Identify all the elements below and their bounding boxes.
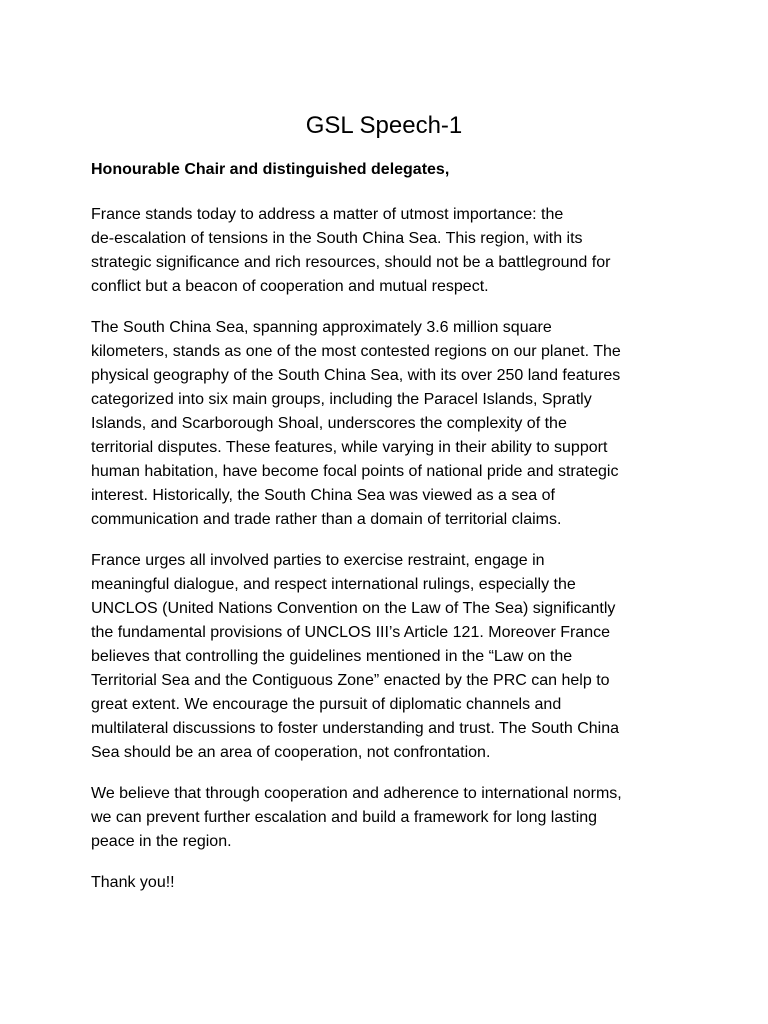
text-line: great extent. We encourage the pursuit of diplomatic channels and [91,696,562,713]
text-line: strategic significance and rich resources, should not be a battleground for [91,254,611,271]
text-line: multilateral discussions to foster understanding and trust. The South China [91,720,619,737]
text-line: Territorial Sea and the Contiguous Zone” enacted by the PRC can help to [91,672,610,689]
text-line: Islands, and Scarborough Shoal, underscores the complexity of the [91,415,567,432]
text-line: France urges all involved parties to exercise restraint, engage in [91,552,545,569]
text-line: The South China Sea, spanning approximately 3.6 million square [91,319,552,336]
text-line: categorized into six main groups, including the Paracel Islands, Spratly [91,391,592,408]
paragraph-closing [91,871,683,895]
paragraph-conclusion [91,782,683,854]
text-line: kilometers, stands as one of the most contested regions on our planet. The [91,343,621,360]
text-line: the fundamental provisions of UNCLOS III’s Article 121. Moreover France [91,624,611,641]
text-line: Thank you!! [91,874,175,891]
text-line: physical geography of the South China Sea, with its over 250 land features [91,367,621,384]
text-line: conflict but a beacon of cooperation and mutual respect. [91,278,489,295]
text-line: We believe that through cooperation and adherence to international norms, [91,785,622,802]
text-line: human habitation, have become focal points of national pride and strategic [91,463,619,480]
text-line: de-escalation of tensions in the South China Sea. This region, with its [91,230,583,247]
text-line: territorial disputes. These features, while varying in their ability to support [91,439,608,456]
paragraph-introduction [91,203,683,299]
text-line: UNCLOS (United Nations Convention on the Law of The Sea) significantly [91,600,616,617]
text-line: believes that controlling the guidelines mentioned in the “Law on the [91,648,573,665]
document-title: GSL Speech-1 [305,112,463,139]
text-line: interest. Historically, the South China Sea was viewed as a sea of [91,487,555,504]
text-line: meaningful dialogue, and respect international rulings, especially the [91,576,576,593]
text-line: peace in the region. [91,833,232,850]
text-line: we can prevent further escalation and build a framework for long lasting [91,809,598,826]
text-line: communication and trade rather than a domain of territorial claims. [91,511,562,528]
paragraph-position [91,549,683,765]
paragraph-geography [91,316,683,532]
document-body [91,158,683,912]
text-line: Sea should be an area of cooperation, not confrontation. [91,744,491,761]
text-line: France stands today to address a matter of utmost importance: the [91,206,564,223]
salutation: Honourable Chair and distinguished delegates, [91,161,450,178]
